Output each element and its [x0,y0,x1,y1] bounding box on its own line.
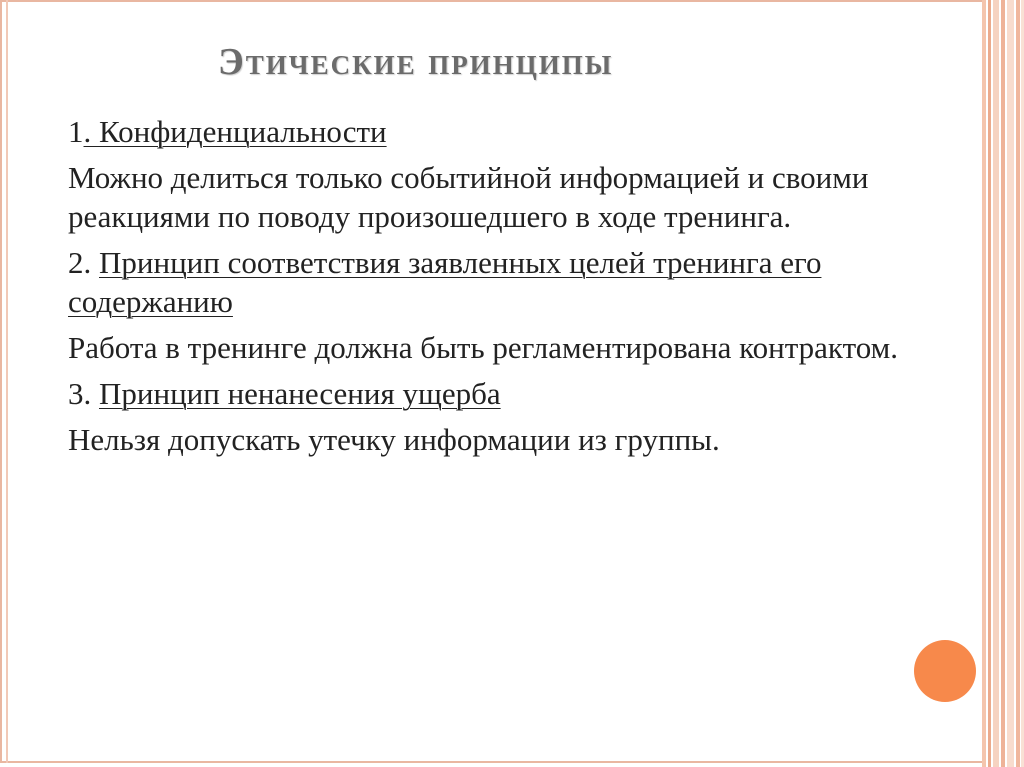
decorative-stripe [993,0,999,767]
principle-number: 3. [68,376,99,411]
principle-heading-2 [68,243,968,321]
principle-text-2: Работа в тренинге должна быть регламентирована контрактом. [68,330,898,365]
decorative-stripe [982,0,986,767]
principle-title: Принцип ненанесения ущерба [99,376,501,411]
frame-left-outer-line [0,0,2,763]
slide-title-text: Этические принципы [218,41,614,83]
principle-title: Принцип соответствия заявленных целей тренинга его содержанию [68,245,822,319]
principle-text-3: Нельзя допускать утечку информации из группы. [68,422,720,457]
slide-title [218,40,613,84]
frame-left-inner-line [6,0,8,763]
frame-top-line [0,0,984,2]
frame-bottom-line [0,761,984,763]
principle-number: 1 [68,114,84,149]
principle-heading-1 [68,112,968,151]
orange-circle-decoration [914,640,976,702]
principle-heading-3 [68,374,968,413]
decorative-stripe [1016,0,1020,767]
principle-text-1: Можно делиться только событийной информацией и своими реакциями по поводу произошедшего в ходе тренинга. [68,160,869,234]
decorative-stripe [1001,0,1005,767]
decorative-stripe [988,0,991,767]
principle-number: 2. [68,245,99,280]
principle-title: . Конфиденциальности [83,114,387,149]
decorative-stripe [1007,0,1014,767]
slide-content [68,112,968,466]
